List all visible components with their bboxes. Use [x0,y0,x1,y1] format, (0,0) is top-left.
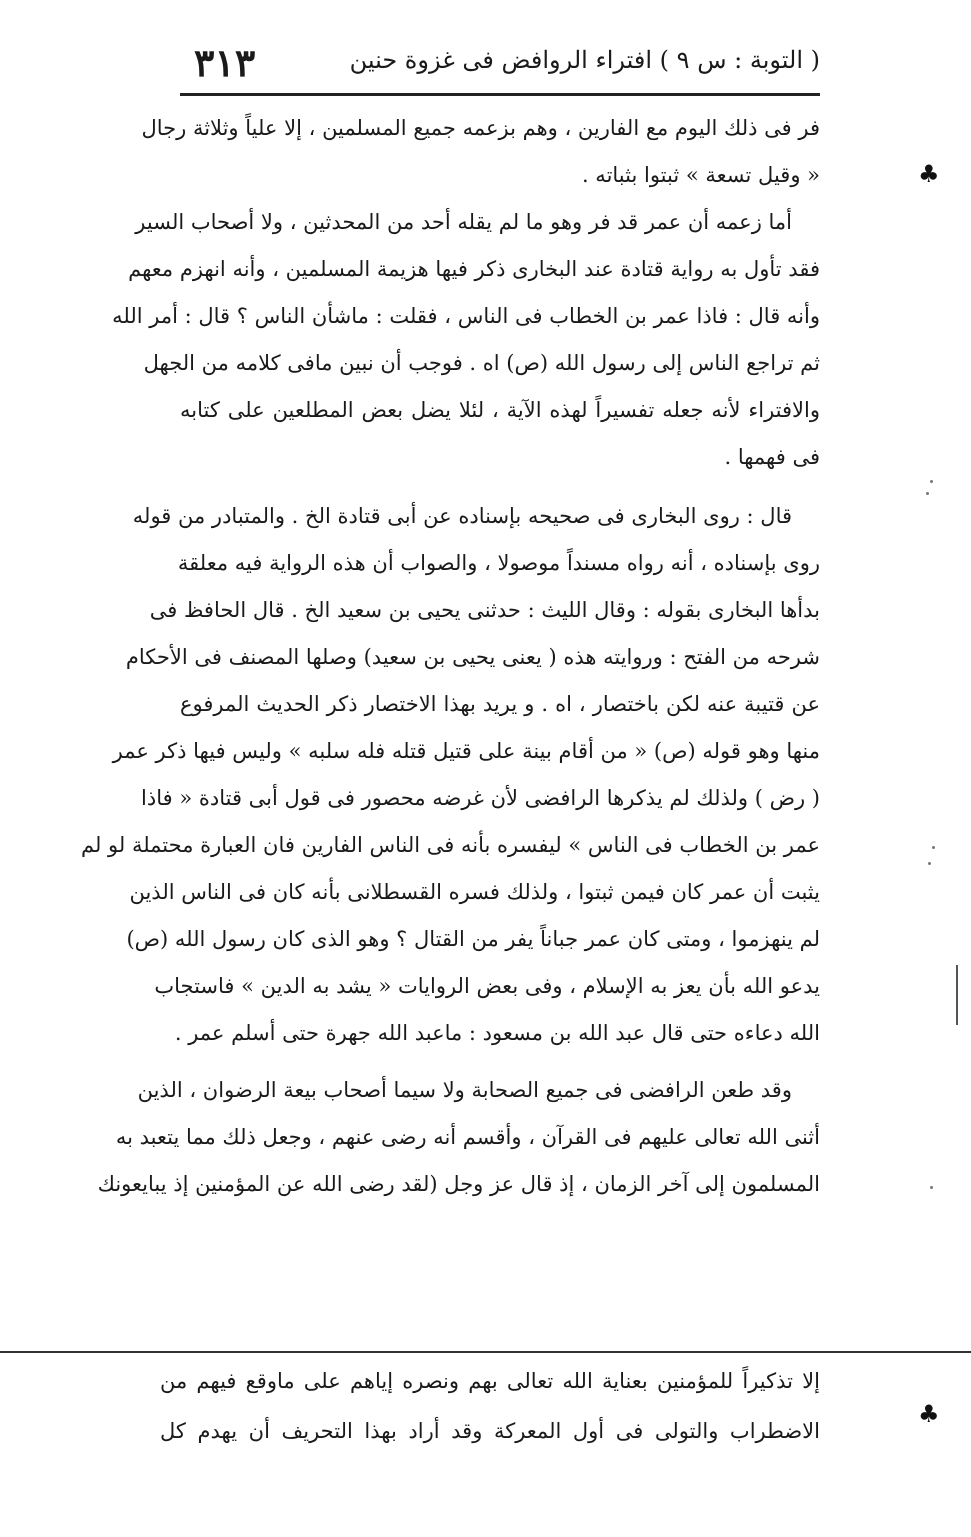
text-line: بدأها البخارى بقوله : وقال الليث : حدثنى يحيى بن سعيد الخ . قال الحافظ فى [149,598,820,622]
text-line: فقد تأول به رواية قتادة عند البخارى ذكر فيها هزيمة المسلمين ، وأنه انهزم معهم [128,257,820,281]
text-line: والافتراء لأنه جعله تفسيراً لهذه الآية ، لئلا يضل بعض المطلعين على كتابه [180,398,820,422]
text-line: عن قتيبة عنه لكن باختصار ، اه . و يريد بهذا الاختصار ذكر الحديث المرفوع [180,692,820,716]
footnote-rule [0,1351,971,1353]
text-line: منها وهو قوله (ص) « من أقام بينة على قتيل قتله فله سلبه » وليس فيها ذكر عمر [112,739,820,763]
main-text [80,105,820,1208]
footnote [160,1356,820,1456]
text-line: فر فى ذلك اليوم مع الفارين ، وهم بزعمه جميع المسلمين ، إلا علياً وثلاثة رجال [141,116,820,140]
scan-speck [928,862,931,865]
text-line: ( رض ) ولذلك لم يذكرها الرافضى لأن غرضه محصور فى قول أبى قتادة « فاذا [141,786,820,810]
header-rule [180,93,820,96]
club-ornament-icon: ♣ [918,1400,940,1428]
text-line: شرحه من الفتح : وروايته هذه ( يعنى يحيى بن سعيد) وصلها المصنف فى الأحكام [125,645,820,669]
text-line: وقد طعن الرافضى فى جميع الصحابة ولا سيما أصحاب بيعة الرضوان ، الذين [137,1078,792,1102]
text-line: لم ينهزموا ، ومتى كان عمر جباناً يفر من القتال ؟ وهو الذى كان رسول الله (ص) [126,927,820,951]
footnote-line: الاضطراب والتولى فى أول المعركة وقد أراد بهذا التحريف أن يهدم كل [160,1419,820,1443]
text-line: يدعو الله بأن يعز به الإسلام ، وفى بعض الروايات « يشد به الدين » فاستجاب [154,974,820,998]
scan-speck [932,846,935,849]
scan-margin-line [956,965,958,1025]
text-line: أثنى الله تعالى عليهم فى القرآن ، وأقسم أنه رضى عنهم ، وجعل ذلك مما يتعبد به [115,1125,820,1149]
running-title: ( التوبة : س ٩ ) افتراء الروافض فى غزوة حنين [349,46,820,74]
text-line: قال : روى البخارى فى صحيحه بإسناده عن أبى قتادة الخ . والمتبادر من قوله [132,504,792,528]
text-line: وأنه قال : فاذا عمر بن الخطاب فى الناس ، فقلت : ماشأن الناس ؟ قال : أمر الله [112,304,820,328]
club-ornament-icon: ♣ [918,160,940,188]
text-line: روى بإسناده ، أنه رواه مسنداً موصولا ، والصواب أن هذه الرواية فيه معلقة [177,551,820,575]
footnote-line: إلا تذكيراً للمؤمنين بعناية الله تعالى بهم ونصره إياهم على ماوقع فيهم من [160,1369,820,1393]
page-header [180,40,820,92]
text-line: المسلمون إلى آخر الزمان ، إذ قال عز وجل (لقد رضى الله عن المؤمنين إذ يبايعونك [97,1172,820,1196]
scan-speck [926,492,929,495]
text-line: ثم تراجع الناس إلى رسول الله (ص) اه . فوجب أن نبين مافى كلامه من الجهل [143,351,820,375]
text-line: فى فهمها . [724,445,820,469]
text-line: « وقيل تسعة » ثبتوا بثباته . [581,163,820,187]
text-line: عمر بن الخطاب فى الناس » ليفسره بأنه فى الناس الفارين فان العبارة محتملة لو لم [80,833,820,857]
text-line: أما زعمه أن عمر قد فر وهو ما لم يقله أحد من المحدثين ، ولا أصحاب السير [135,210,792,234]
text-line: يثبت أن عمر كان فيمن ثبتوا ، ولذلك فسره القسطلانى بأنه كان فى الناس الذين [129,880,820,904]
scan-speck [930,1186,933,1189]
page-number: ٣١٣ [194,40,256,85]
text-line: الله دعاءه حتى قال عبد الله بن مسعود : ماعبد الله جهرة حتى أسلم عمر . [174,1021,820,1045]
scan-speck [930,480,933,483]
